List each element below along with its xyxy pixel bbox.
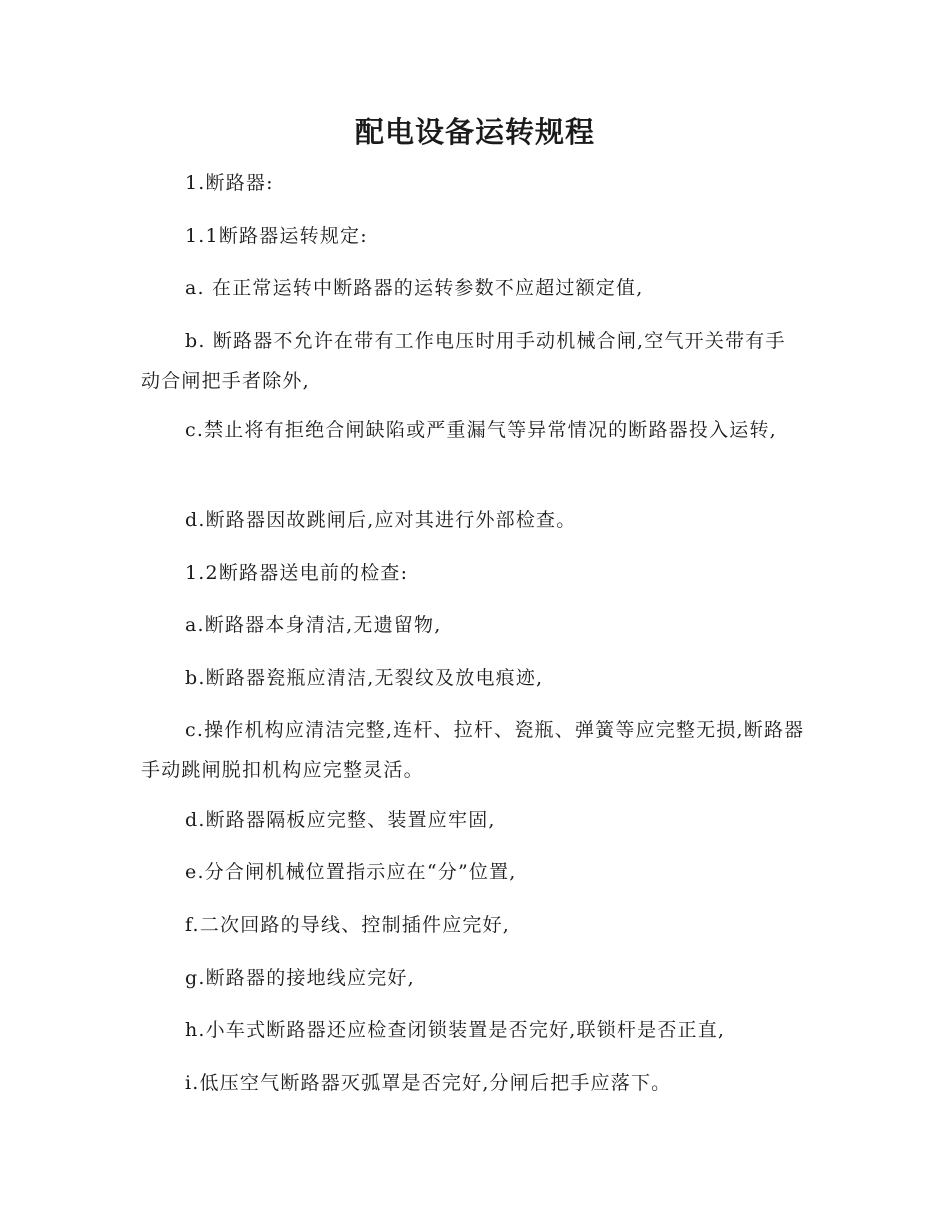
paragraph-1-2-a: a.断路器本身清洁,无遗留物, xyxy=(185,614,442,636)
paragraph-1-2-d: d.断路器隔板应完整、装置应牢固, xyxy=(185,809,496,831)
paragraph-1-2-g: g.断路器的接地线应完好, xyxy=(185,967,415,989)
paragraph-1-2-c: c.操作机构应清洁完整,连杆、拉杆、瓷瓶、弹簧等应完整无损,断路器手动跳闸脱扣机构应完整灵活。 xyxy=(141,719,805,781)
paragraph-1-1-b: b. 断路器不允许在带有工作电压时用手动机械合闸,空气开关带有手动合闸把手者除外, xyxy=(141,330,786,392)
paragraph-1-1-d: d.断路器因故跳闸后,应对其进行外部检查。 xyxy=(185,509,577,531)
paragraph-1-2-b: b.断路器瓷瓶应清洁,无裂纹及放电痕迹, xyxy=(185,667,544,689)
paragraph-1-1-c: c.禁止将有拒绝合闸缺陷或严重漏气等异常情况的断路器投入运转, xyxy=(185,419,777,441)
paragraph-heading-1-2: 1.2断路器送电前的检查: xyxy=(185,562,409,584)
paragraph-1-2-i: i.低压空气断路器灭弧罩是否完好,分闸后把手应落下。 xyxy=(185,1072,672,1094)
paragraph-1-1-a: a. 在正常运转中断路器的运转参数不应超过额定值, xyxy=(185,277,644,299)
paragraph-heading-1-1: 1.1断路器运转规定: xyxy=(185,225,368,247)
paragraph-1-2-e: e.分合闸机械位置指示应在“分”位置, xyxy=(185,861,517,883)
paragraph-heading-1: 1.断路器: xyxy=(185,172,274,194)
document-title: 配电设备运转规程 xyxy=(354,115,595,149)
paragraph-1-2-f: f.二次回路的导线、控制插件应完好, xyxy=(185,914,511,936)
paragraph-1-2-h: h.小车式断路器还应检查闭锁装置是否完好,联锁杆是否正直, xyxy=(185,1019,726,1041)
